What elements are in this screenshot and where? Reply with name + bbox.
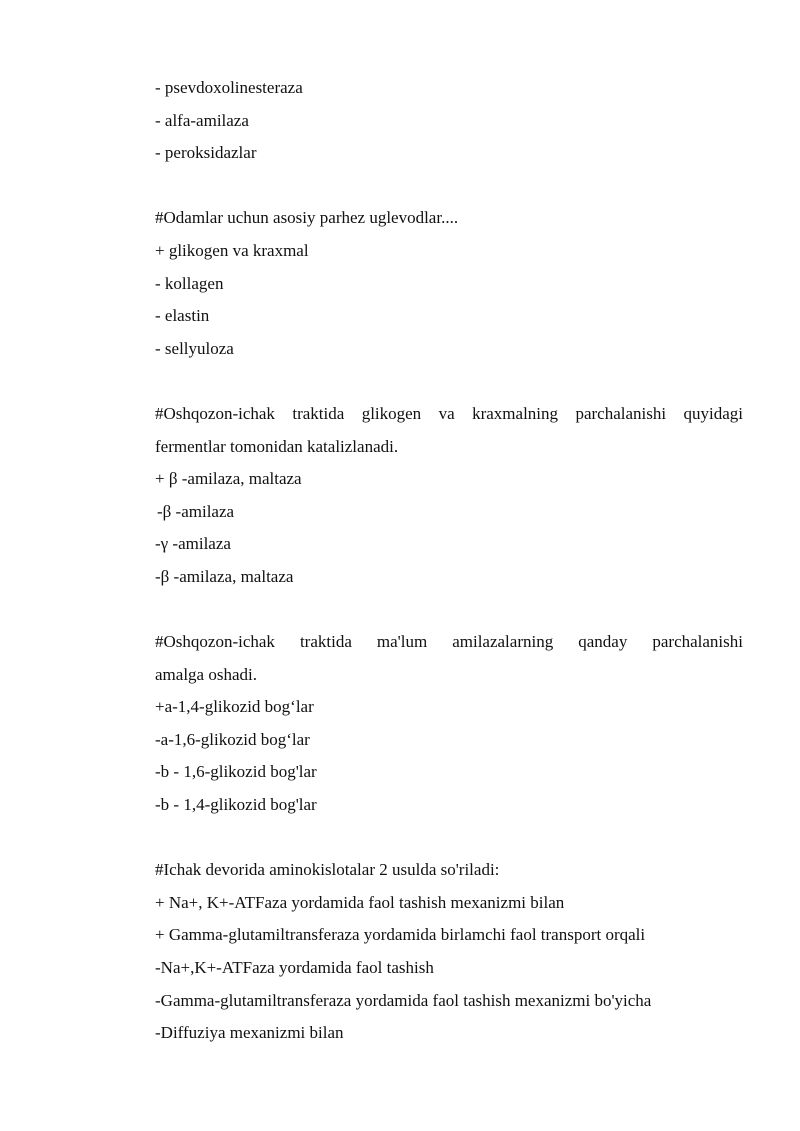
answer-option: -a-1,6-glikozid bog‘lar xyxy=(155,729,310,749)
answer-option: - psevdoxolinesteraza xyxy=(155,78,303,97)
answer-option: -b - 1,4-glikozid bog'lar xyxy=(155,795,317,815)
answer-option: - peroksidazlar xyxy=(155,143,257,163)
answer-option: -γ -amilaza xyxy=(155,534,231,554)
answer-option: + Gamma-glutamiltransferaza yordamida birlamchi faol transport orqali xyxy=(155,925,646,945)
answer-option: - kollagen xyxy=(155,273,224,293)
question-text: #Oshqozon-ichak traktida glikogen va kraxmalning parchalanishi quyidagi xyxy=(155,403,743,423)
question-text-continued: fermentlar tomonidan katalizlanadi. xyxy=(155,436,399,456)
answer-option: -b - 1,6-glikozid bog'lar xyxy=(155,762,317,782)
document-page xyxy=(155,72,743,1050)
answer-option: - elastin xyxy=(155,306,210,326)
spacer xyxy=(155,594,743,627)
spacer xyxy=(155,365,743,398)
question-text: #Odamlar uchun asosiy parhez uglevodlar.... xyxy=(155,208,459,228)
answer-option: -β -amilaza, maltaza xyxy=(155,566,294,586)
question-block-2 xyxy=(155,398,743,594)
answer-option: + β -amilaza, maltaza xyxy=(155,469,302,489)
answer-option: - alfa-amilaza xyxy=(155,110,249,130)
answer-option: + Na+, K+-ATFaza yordamida faol tashish mexanizmi bilan xyxy=(155,892,565,912)
question-block-1 xyxy=(155,202,743,365)
spacer xyxy=(155,822,743,855)
question-text: #Oshqozon-ichak traktida ma'lum amilazalarning qanday parchalanishi xyxy=(155,632,743,652)
answer-option: -Na+,K+-ATFaza yordamida faol tashish xyxy=(155,958,434,978)
answer-option: - sellyuloza xyxy=(155,338,234,358)
answer-option: + glikogen va kraxmal xyxy=(155,240,309,260)
question-block-3 xyxy=(155,626,743,822)
answer-option: -β -amilaza xyxy=(157,501,235,521)
spacer xyxy=(155,170,743,203)
question-block-0 xyxy=(155,72,743,170)
question-text-continued: amalga oshadi. xyxy=(155,664,257,684)
answer-option: +a-1,4-glikozid bog‘lar xyxy=(155,697,314,717)
question-block-4 xyxy=(155,854,743,1050)
answer-option: -Gamma-glutamiltransferaza yordamida faol tashish mexanizmi bo'yicha xyxy=(155,990,652,1010)
answer-option: -Diffuziya mexanizmi bilan xyxy=(155,1023,344,1043)
question-text: #Ichak devorida aminokislotalar 2 usulda so'riladi: xyxy=(155,860,500,880)
